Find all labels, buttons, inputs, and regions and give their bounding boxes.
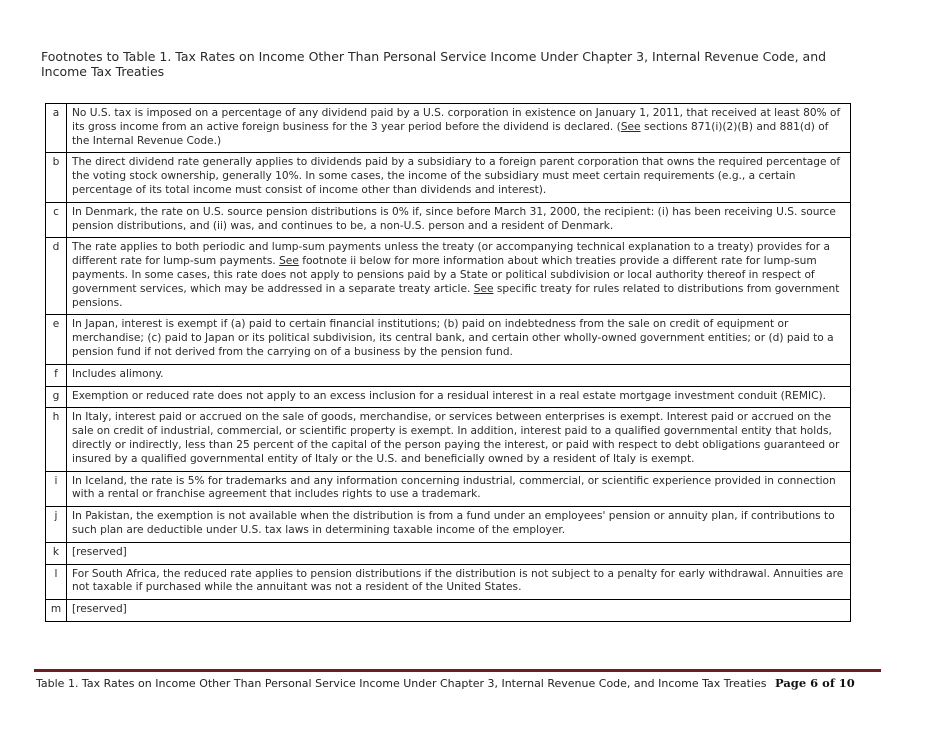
footnote-text: In Denmark, the rate on U.S. source pension distributions is 0% if, since before March 31, 2000, the recipient: (i) has been receiving U.S. source pension distributions, and (ii) was, and continues to be, a non-U.S. person and a resident of Denmark. xyxy=(67,202,851,238)
table-row xyxy=(46,408,851,471)
footnote-letter: g xyxy=(46,386,67,408)
footnote-text-part: The rate applies to both periodic and lump-sum payments unless the treaty (or accompanying technical explanation to a treaty) provides for a different rate for lump-sum payments. xyxy=(72,241,830,268)
footnote-text: In Japan, interest is exempt if (a) paid to certain financial institutions; (b) paid on indebtedness from the sale on credit of equipment or merchandise; (c) paid to Japan or its political subdivision, its central bank, and certain other wholly-owned government entities; or (d) paid to a pension fund if not derived from the carrying on of a business by the pension fund. xyxy=(67,315,851,364)
footnote-letter: e xyxy=(46,315,67,364)
footnote-letter: b xyxy=(46,153,67,202)
footnote-letter: m xyxy=(46,600,67,622)
footnote-text: In Pakistan, the exemption is not available when the distribution is from a fund under an employees' pension or annuity plan, if contributions to such plan are deductible under U.S. tax laws in determining taxable income of the employer. xyxy=(67,507,851,543)
footer-divider xyxy=(34,669,881,672)
footnote-letter: a xyxy=(46,104,67,153)
footnotes-table xyxy=(45,103,851,622)
table-row xyxy=(46,315,851,364)
table-row xyxy=(46,386,851,408)
footnote-text-part: footnote ii below for more information about which treaties provide a different rate for lump-sum payments. In some cases, this rate does not apply to pensions paid by a State or political subdivision or local authority thereof in respect of government services, which may be addressed in a separate treaty article. xyxy=(72,255,817,295)
table-row xyxy=(46,507,851,543)
page-title: Footnotes to Table 1. Tax Rates on Income Other Than Personal Service Income Under Chapter 3, Internal Revenue Code, and Income Tax Treaties xyxy=(41,49,827,79)
table-row xyxy=(46,564,851,600)
table-row xyxy=(46,202,851,238)
footnote-text: Includes alimony. xyxy=(67,364,851,386)
footnote-text: For South Africa, the reduced rate applies to pension distributions if the distribution is not subject to a penalty for early withdrawal. Annuities are not taxable if purchased while the annuitant was not a resident of the United States. xyxy=(67,564,851,600)
footnote-text xyxy=(67,238,851,315)
footnote-letter: f xyxy=(46,364,67,386)
footnote-letter: d xyxy=(46,238,67,315)
footnote-text: In Iceland, the rate is 5% for trademarks and any information concerning industrial, commercial, or scientific experience provided in connection with a rental or franchise agreement that includes rights to use a trademark. xyxy=(67,471,851,507)
table-row xyxy=(46,364,851,386)
footnote-text-part: No U.S. tax is imposed on a percentage of any dividend paid by a U.S. corporation in existence on January 1, 2011, that received at least 80% of its gross income from an active foreign business for the 3 year period before the dividend is declared. ( xyxy=(72,107,841,133)
footnote-letter: l xyxy=(46,564,67,600)
footnote-letter: j xyxy=(46,507,67,543)
footnote-text: [reserved] xyxy=(67,600,851,622)
footnote-text-part: specific treaty for rules related to distributions from government pensions. xyxy=(72,282,840,309)
footnote-text: Exemption or reduced rate does not apply to an excess inclusion for a residual interest in a real estate mortgage investment conduit (REMIC). xyxy=(67,386,851,408)
footnote-text: The direct dividend rate generally applies to dividends paid by a subsidiary to a foreign parent corporation that owns the required percentage of the voting stock ownership, generally 10%. In some cases, the income of the subsidiary must meet certain requirements (e.g., a certain percentage of its total income must consist of income other than dividends and interest). xyxy=(67,153,851,202)
table-row xyxy=(46,153,851,202)
table-row xyxy=(46,471,851,507)
see-reference: See xyxy=(473,282,494,295)
footnote-text-part: sections 871(i)(2)(B) and 881(d) of the Internal Revenue Code.) xyxy=(72,120,829,147)
footnote-letter: c xyxy=(46,202,67,238)
table-row xyxy=(46,600,851,622)
footnote-text: [reserved] xyxy=(67,542,851,564)
footnote-letter: k xyxy=(46,542,67,564)
see-reference: See xyxy=(279,255,299,268)
footnote-text xyxy=(67,104,851,153)
table-row xyxy=(46,238,851,315)
see-reference: See xyxy=(620,120,641,133)
page-number: Page 6 of 10 xyxy=(775,676,855,690)
footnote-text: In Italy, interest paid or accrued on the sale of goods, merchandise, or services between enterprises is exempt. Interest paid or accrued on the sale on credit of industrial, commercial, or scientific property is exempt. In addition, interest paid to a qualified governmental entity that holds, directly or indirectly, less than 25 percent of the capital of the person paying the interest, or paid with respect to debt obligations guaranteed or insured by a qualified governmental entity of Italy or the U.S. and beneficially owned by a resident of Italy is exempt. xyxy=(67,408,851,471)
table-row xyxy=(46,542,851,564)
footnote-letter: i xyxy=(46,471,67,507)
table-row xyxy=(46,104,851,153)
footnote-letter: h xyxy=(46,408,67,471)
footer-title: Table 1. Tax Rates on Income Other Than Personal Service Income Under Chapter 3, Internal Revenue Code, and Income Tax Treaties xyxy=(36,677,767,690)
